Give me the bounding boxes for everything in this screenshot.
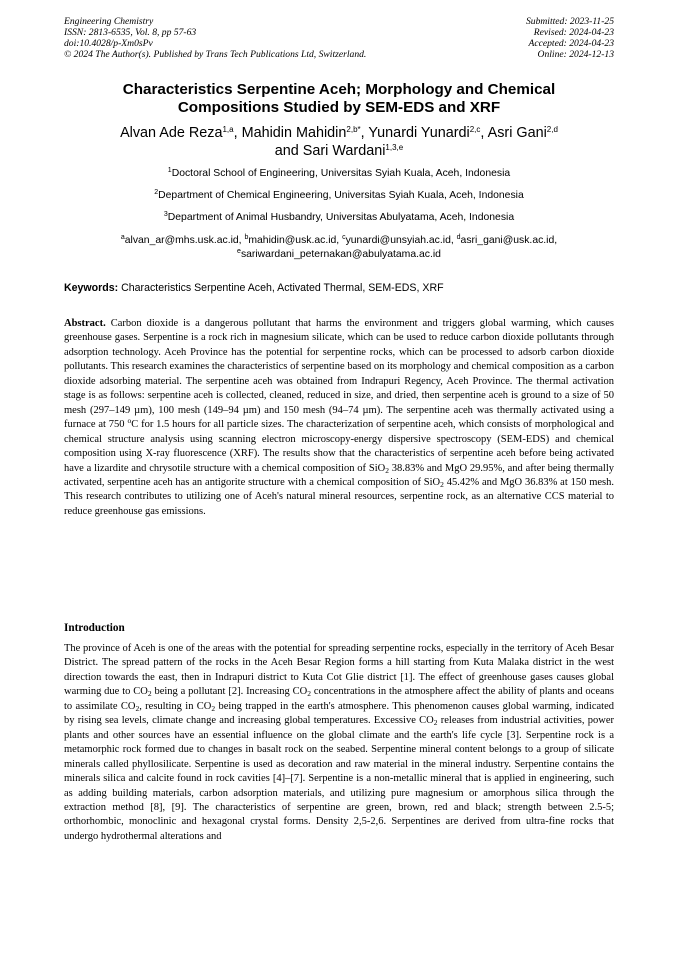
author-sup: 2,c xyxy=(469,125,481,134)
affiliation-text: Doctoral School of Engineering, Universitas Syiah Kuala, Aceh, Indonesia xyxy=(171,168,511,179)
subscript: 2 xyxy=(440,479,444,489)
author-name: and Sari Wardani xyxy=(274,143,386,159)
accepted-date: Accepted: 2024-04-23 xyxy=(528,38,614,49)
author-name: Yunardi Yunardi xyxy=(368,125,470,141)
paper-title xyxy=(64,81,614,117)
author-sup: 2,d xyxy=(546,125,558,134)
introduction-paragraph xyxy=(64,642,614,844)
section-heading-introduction: Introduction xyxy=(64,622,125,634)
intro-text: The province of Aceh is one of the areas with the potential for spreading serpentine rocks, especially in the territory of Aceh Besar District. The spread pattern of the rocks in the Aceh Besar Region forms a hill starting from Kuta Malaka district in the west direction towards the east, then in Indrapuri district to Kuta Cot Glie district [1]. The effect of greenhouse gases causes global warming due to CO xyxy=(64,643,614,698)
author-name: Alvan Ade Reza xyxy=(120,125,223,141)
abstract-text: Carbon dioxide is a dangerous pollutant that harms the environment and triggers global warming, which causes greenhouse gases. Serpentine is a rock rich in magnesium silicate, which can be used to reduce carbon dioxide pollutants through adsorption technology. Aceh Province has the potential for serpentine rocks, which can be processed to adsorb carbon dioxide pollutants. This research examines the characteristics of serpentine based on its morphology and chemical composition as a carbon dioxide adsorbing material. The serpentine aceh was obtained from Indrapuri Regency, Aceh Province. The thermal activation stage is as follows: serpentine aceh is collected, cleaned, reduced in size, and dried, then serpentine aceh is ground to a size of 50 mesh (297–149 µm), 100 mesh (149–94 µm) and 150 mesh (94–74 µm). The serpentine aceh was thermally activated using a furnace at 750 xyxy=(64,318,614,431)
revised-date: Revised: 2024-04-23 xyxy=(533,27,614,38)
email-sup: d xyxy=(456,234,461,241)
online-date: Online: 2024-12-13 xyxy=(537,49,614,60)
affiliation-1 xyxy=(64,167,614,180)
affiliation-text: Department of Chemical Engineering, Universitas Syiah Kuala, Aceh, Indonesia xyxy=(158,190,524,201)
subscript: 2 xyxy=(211,703,216,713)
affiliation-sup: 3 xyxy=(163,211,168,218)
subscript: 2 xyxy=(135,703,140,713)
header-dates xyxy=(526,16,614,60)
intro-text: being trapped in the earth's atmosphere. This phenomenon causes global warming, indicated by rising sea levels, climate change and increasing global temperatures. Excessive CO xyxy=(64,700,615,727)
email-line-1 xyxy=(64,234,614,248)
abstract-paragraph xyxy=(64,317,614,519)
abstract-text: 45.42% and MgO 36.83% at 150 mesh. This research contributes to utilizing one of Aceh's natural mineral resources, serpentine rock, as an alternative CCS material to reduce greenhouse gas emissions. xyxy=(64,476,614,517)
author-sup: 2,b* xyxy=(346,125,361,134)
affiliation-sup: 1 xyxy=(167,167,172,174)
intro-text: releases from industrial activities, power plants and other sources have an essential influence on the global climate and the earth's life cycle [3]. Serpentine rock is a metamorphic rock formed due to changes in basalt rock on the seabed. Serpentine mineral content belongs to a group of silicate minerals called phyllosilicate. Serpentine is used as decoration and raw material in the mineral industry. Serpentine contains the minerals silica and calcite found in rock cavities [4]–[7]. Serpentine is a non-metallic mineral that is applied in engineering, such as adding building materials, carbon adsorption materials, and utilizing pure magnesium or amorphous silica through the extraction method [8], [9]. The characteristics of serpentine are green, brown, red and black; strength between 2.5-5; orthorhombic, monoclinic and hexagonal crystal forms. Density 2,5-2,6. Serpentines are derived from ultra-fine rocks that undergo hydrothermal alterations and xyxy=(64,715,614,842)
copyright-line: © 2024 The Author(s). Published by Trans Tech Publications Ltd, Switzerland. xyxy=(64,49,367,60)
affiliation-text: Department of Animal Husbandry, Universitas Abulyatama, Aceh, Indonesia xyxy=(167,212,515,223)
email-link[interactable]: alvan_ar@mhs.usk.ac.id, xyxy=(124,235,245,246)
subscript: 2 xyxy=(307,689,311,699)
keywords-text: Characteristics Serpentine Aceh, Activated Thermal, SEM-EDS, XRF xyxy=(118,282,444,294)
email-link[interactable]: yunardi@unsyiah.ac.id, xyxy=(345,235,457,246)
author-sep: , xyxy=(360,125,369,141)
abstract-text: 38.83% and MgO 29.95%, and after being thermally activated, serpentine aceh has an antigorite structure with a chemical composition of SiO xyxy=(64,462,615,488)
author-sup: 1,a xyxy=(222,125,234,134)
affiliation-sup: 2 xyxy=(154,189,159,196)
issn-line: ISSN: 2813-6535, Vol. 8, pp 57-63 xyxy=(64,27,197,38)
affiliation-3 xyxy=(64,211,614,224)
author-line-1 xyxy=(64,124,614,142)
author-list xyxy=(64,124,614,160)
abstract-text: C for 1.5 hours for all particle sizes. The characterization of serpentine aceh, which consists of morphological and chemical structure analysis using scanning electron microscopy-energy dispersive spectroscopy (SEM-EDS) and chemical composition using X-ray fluorescence (XRF). The results show that the characteristics of serpentine aceh before being activated have a lizardite and chrysotile structure with a chemical composition of SiO xyxy=(64,419,614,474)
doi-line: doi:10.4028/p-Xm0sPv xyxy=(64,38,153,49)
title-line-1: Characteristics Serpentine Aceh; Morphology and Chemical xyxy=(122,81,556,98)
subscript: 2 xyxy=(147,689,152,699)
abstract-label: Abstract. xyxy=(64,318,106,329)
email-line-2 xyxy=(64,248,614,262)
author-name: Mahidin Mahidin xyxy=(241,125,347,141)
header-journal-info xyxy=(64,16,366,60)
email-link[interactable]: asri_gani@usk.ac.id, xyxy=(460,235,558,246)
author-line-2 xyxy=(64,142,614,160)
subscript: 2 xyxy=(433,718,438,728)
intro-text: , resulting in CO xyxy=(139,700,212,712)
intro-text: concentrations in the atmosphere affect the ability of plants and oceans to assimilate CO xyxy=(64,686,614,712)
email-sup: e xyxy=(237,248,241,255)
degree-sup: o xyxy=(127,416,132,426)
subscript: 2 xyxy=(385,465,389,475)
email-link[interactable]: sariwardani_peternakan@abulyatama.ac.id xyxy=(240,249,441,260)
keywords-label: Keywords: xyxy=(64,282,119,294)
email-sup: c xyxy=(342,234,346,241)
intro-text: being a pollutant [2]. Increasing CO xyxy=(151,686,308,698)
author-emails xyxy=(64,234,614,262)
author-sep: , xyxy=(480,125,488,141)
author-name: Asri Gani xyxy=(487,125,547,141)
email-link[interactable]: mahidin@usk.ac.id, xyxy=(248,235,343,246)
email-sup: a xyxy=(120,234,125,241)
title-line-2: Compositions Studied by SEM-EDS and XRF xyxy=(177,99,501,116)
keywords xyxy=(64,281,614,295)
submitted-date: Submitted: 2023-11-25 xyxy=(525,16,614,27)
author-sup: 1,3,e xyxy=(385,143,404,152)
journal-name: Engineering Chemistry xyxy=(64,16,154,27)
affiliation-2 xyxy=(64,189,614,202)
email-sup: b xyxy=(244,234,249,241)
author-sep: , xyxy=(233,125,242,141)
